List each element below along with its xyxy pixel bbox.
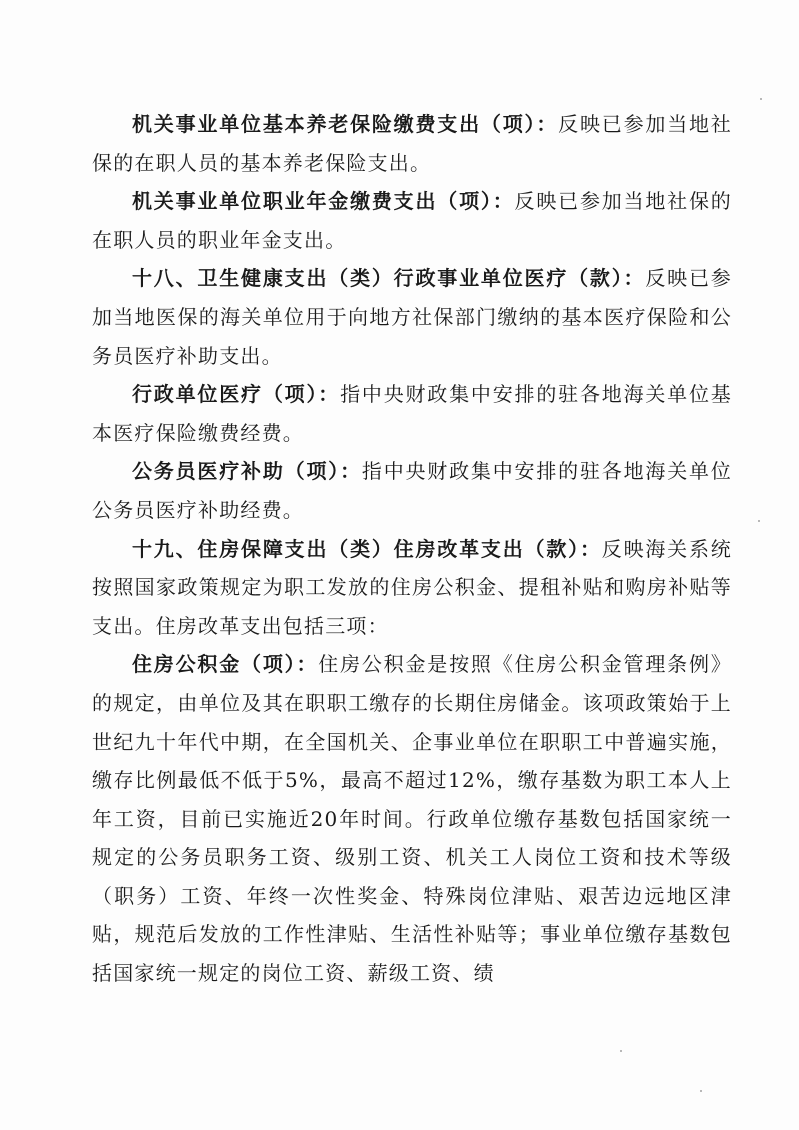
scan-speck — [758, 520, 760, 522]
paragraph-text: 反映已参加当地社保的在职人员的基本养老保险支出。 — [92, 112, 733, 175]
paragraph-health-expenditure — [92, 259, 732, 375]
paragraph-text: 反映已参加当地医保的海关单位用于向地方社保部门缴纳的基本医疗保险和公务员医疗补助支出。 — [92, 266, 732, 368]
paragraph-occupational-annuity — [92, 182, 732, 259]
paragraph-heading: 十九、住房保障支出（类）住房改革支出（款）： — [132, 536, 602, 561]
paragraph-housing-expenditure — [92, 530, 732, 646]
scan-speck — [700, 1090, 702, 1092]
paragraph-heading: 住房公积金（项）： — [132, 652, 319, 677]
paragraph-text: 指中央财政集中安排的驻各地海关单位基本医疗保险缴费经费。 — [92, 382, 732, 445]
paragraph-civil-servant-medical — [92, 452, 732, 529]
paragraph-text: 住房公积金是按照《住房公积金管理条例》的规定，由单位及其在职职工缴存的长期住房储金。该项政策始于上世纪九十年代中期，在全国机关、企事业单位在职职工中普遍实施，缴存比例最低不低于5%，最高不超过12%，缴存基数为职工本人上年工资，目前已实施近20年时间。行政单位缴存基数包括国家统一规定的公务员职务工资、级别工资、机关工人岗位工资和技术等级（职务）工资、年终一次性奖金、特殊岗位津贴、艰苦边远地区津贴，规范后发放的工作性津贴、生活性补贴等；事业单位缴存基数包括国家统一规定的岗位工资、薪级工资、绩 — [92, 652, 732, 986]
paragraph-admin-medical — [92, 375, 732, 452]
paragraph-heading: 十八、卫生健康支出（类）行政事业单位医疗（款）： — [132, 266, 646, 291]
document-body — [92, 105, 732, 993]
paragraph-heading: 机关事业单位基本养老保险缴费支出（项）： — [132, 112, 559, 136]
paragraph-pension — [92, 105, 732, 182]
paragraph-housing-fund — [92, 645, 732, 992]
scan-speck — [620, 1050, 622, 1052]
paragraph-heading: 公务员医疗补助（项）： — [132, 459, 362, 484]
paragraph-heading: 行政单位医疗（项）： — [132, 382, 341, 407]
paragraph-text: 反映海关系统按照国家政策规定为职工发放的住房公积金、提租补贴和购房补贴等支出。住房改革支出包括三项： — [92, 536, 733, 638]
scan-speck — [760, 98, 762, 100]
paragraph-text: 指中央财政集中安排的驻各地海关单位公务员医疗补助经费。 — [92, 459, 733, 522]
paragraph-heading: 机关事业单位职业年金缴费支出（项）： — [132, 189, 515, 214]
paragraph-text: 反映已参加当地社保的在职人员的职业年金支出。 — [92, 189, 732, 252]
